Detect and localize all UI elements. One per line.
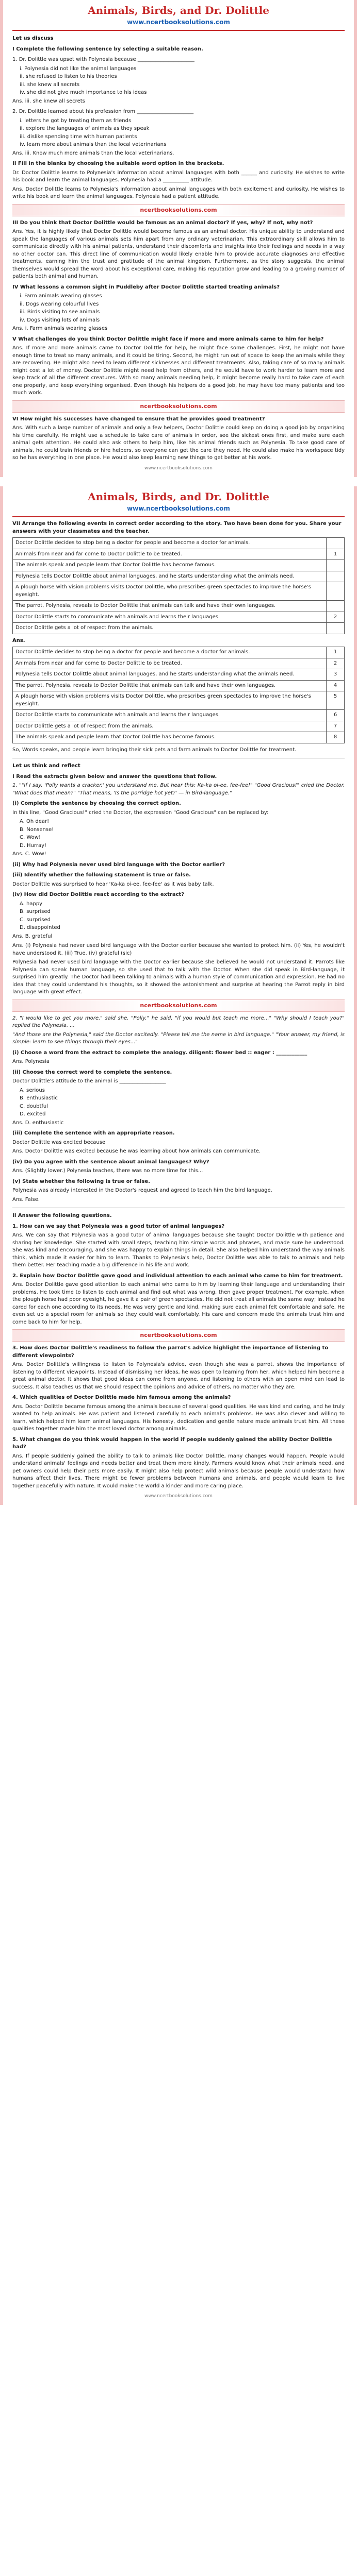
event-row — [13, 582, 345, 601]
answer: Ans. Doctor Dolittle learns to Polynesia's information about animal languages with both excitement and curiosity. He wishes to write his book and learn the animal languages. Polynesia had a patient attitude. — [12, 186, 345, 200]
option: D. disappointed — [20, 925, 60, 931]
option: ii. she refused to listen to his theories — [20, 74, 117, 80]
event-text: The animals speak and people learn that Doctor Dolittle has become famous. — [13, 732, 327, 743]
question-text: Dr. Doctor Dolittle learns to Polynesia's information about animal languages with both ______ and curiosity. He wishes to write his book and learn the animal languages. Polynesia had a __________ attitude. — [12, 170, 345, 183]
question-title: I Read the extracts given below and answer the questions that follow. — [12, 773, 217, 779]
event-number: 6 — [327, 710, 345, 721]
event-text: Doctor Dolittle decides to stop being a doctor for people and become a doctor for animals. — [13, 538, 327, 549]
question-1-title: I Complete the following sentence by selecting a suitable reason. — [12, 46, 203, 52]
document-title: Animals, Birds, and Dr. Dolittle — [88, 490, 269, 503]
option: C. Wow! — [20, 835, 41, 841]
sub-question: (iii) Identify whether the following statement is true or false. — [12, 872, 191, 878]
option: A. serious — [20, 1087, 45, 1093]
extract-text: "And those are the Polynesia," said the Doctor excitedly. "Please tell me the name in bird language." "Your answer, my friend, is simple: learn to see things through their eyes..." — [12, 1031, 345, 1045]
site-url[interactable]: www.ncertbooksolutions.com — [127, 19, 230, 26]
events-table — [12, 537, 345, 634]
sub-question: (iv) Do you agree with the sentence about animal languages? Why? — [12, 1159, 209, 1165]
answer: Ans. Doctor Dolittle's willingness to listen to Polynesia's advice, even though she was a parrot, shows the importance of listening to different viewpoints. Instead of dismissing her ideas, he was open to learning from her, which helped him become a great animal doctor. It shows that good ideas can come from anyone, and listening to others with an open mind can lead to success. It also teaches us that we should respect the opinions and advice of others, no matter who they are. — [12, 1362, 345, 1390]
event-row — [13, 680, 345, 691]
event-text: Doctor Dolittle starts to communicate with animals and learns their languages. — [13, 612, 327, 623]
event-text: Doctor Dolittle gets a lot of respect from the animals. — [13, 721, 327, 732]
event-text: Doctor Dolittle decides to stop being a doctor for people and become a doctor for animals. — [13, 647, 327, 658]
option: D. excited — [20, 1111, 46, 1117]
event-text: Polynesia tells Doctor Dolittle about animal languages, and he starts understanding what the animals need. — [13, 571, 327, 582]
answer: Ans. i. Farm animals wearing glasses — [12, 326, 108, 332]
long-question: 2. Explain how Doctor Dolittle gave good and individual attention to each animal who came to him for treatment. — [12, 1273, 343, 1279]
option: iii. she knew all secrets — [20, 81, 80, 88]
event-row — [13, 538, 345, 549]
option: D. Hurray! — [20, 842, 47, 849]
sub-question-text: In this line, "Good Gracious!" cried the Doctor, the expression "Good Gracious" can be replaced by: — [12, 809, 269, 816]
answer: Ans. (i) Polynesia had never used bird language with the Doctor earlier because she wanted to protect him. (ii) Yes, he wouldn't have understood it. (iii) True. (iv) grateful (sic) — [12, 943, 345, 956]
page-header — [12, 3, 345, 31]
event-number: 7 — [327, 721, 345, 732]
answer: Ans. We can say that Polynesia was a good tutor of animal languages because she taught Doctor Dolittle with patience and sharing her knowledge. She started with small steps, teaching him simple words and phrases, and made sure he understood. She was kind and encouraging, and she was happy to explain things in detail. She also helped him understand the way animals think, which made it easier for him to learn. Thanks to Polynesia's help, Doctor Dolittle was able to talk to animals and help them better. Her teaching made a big difference in his life and work. — [12, 1232, 345, 1268]
answer: Ans. (Slightly lower.) Polynesia teaches, there was no more time for this... — [12, 1168, 203, 1174]
event-text: The parrot, Polynesia, reveals to Doctor Dolittle that animals can talk and have their own languages. — [13, 680, 327, 691]
event-text: A plough horse with vision problems visits Doctor Dolittle, who prescribes green spectacles to improve the horse's eyesight. — [13, 582, 327, 601]
event-text: Doctor Dolittle starts to communicate with animals and learns their languages. — [13, 710, 327, 721]
event-row — [13, 601, 345, 612]
question-5-title: V What challenges do you think Doctor Dolittle might face if more and more animals came to him for help? — [12, 336, 324, 342]
sub-question: (iii) Complete the sentence with an appropriate reason. — [12, 1130, 175, 1137]
event-number — [327, 538, 345, 549]
event-number: 5 — [327, 691, 345, 710]
event-row — [13, 560, 345, 571]
section-heading: Let us think and reflect — [12, 763, 80, 769]
event-row — [13, 691, 345, 710]
section-heading: Let us discuss — [12, 36, 54, 42]
option: B. Nonsense! — [20, 826, 54, 833]
question-4-title: IV What lessons a common sight in Puddleby after Doctor Dolittle started treating animals? — [12, 284, 280, 290]
event-number: 4 — [327, 680, 345, 691]
option: i. Polynesia did not like the animal languages — [20, 65, 137, 72]
answer: Ans. False. — [12, 1196, 40, 1202]
page-header — [12, 489, 345, 517]
event-row — [13, 710, 345, 721]
question-1-2: 2. Dr. Dolittle learned about his profession from ______________________ — [12, 109, 194, 115]
long-question: 3. How does Doctor Dolittle's readiness to follow the parrot's advice highlight the importance of listening to different viewpoints? — [12, 1345, 329, 1359]
event-number — [327, 601, 345, 612]
event-row — [13, 721, 345, 732]
event-number — [327, 560, 345, 571]
option: iii. dislike spending time with human patients — [20, 133, 137, 140]
event-row — [13, 571, 345, 582]
event-number: 2 — [327, 612, 345, 623]
answer: Ans. Yes, it is highly likely that Doctor Dolittle would become famous as an animal doctor. His unique ability to understand and speak the languages of various animals sets him apart from any ordinary veterinarian. This extraordinary skill allows him to communicate directly with his animal patients, understand their discomforts and insights into their feelings and needs in a way no other doctor can. This direct line of communication would likely enable him to provide accurate diagnoses and effective treatments, earning him the trust and gratitude of the animal kingdom. Furthermore, as the story suggests, the animal themselves would spread the word about his exceptional care, making his reputation grow and leading to a growing number of patients both animal and human. — [12, 229, 345, 280]
sub-question: (ii) Why had Polynesia never used bird language with the Doctor earlier? — [12, 861, 225, 868]
sub-question: (i) Complete the sentence by choosing the correct option. — [12, 801, 181, 807]
closing-text: So, Words speaks, and people learn bringing their sick pets and farm animals to Doctor Dolittle for treatment. — [12, 747, 297, 753]
answer-events-table — [12, 647, 345, 743]
sub-question: (iv) How did Doctor Dolittle react according to the extract? — [12, 892, 185, 898]
option: C. doubtful — [20, 1103, 48, 1109]
watermark-banner: ncertbooksolutions.com — [12, 999, 345, 1012]
document-title: Animals, Birds, and Dr. Dolittle — [88, 4, 269, 16]
event-number: 2 — [327, 658, 345, 669]
event-text: The parrot, Polynesia, reveals to Doctor Dolittle that animals can talk and have their own languages. — [13, 601, 327, 612]
event-number: 3 — [327, 669, 345, 681]
option: A. happy — [20, 901, 43, 907]
event-number: 8 — [327, 732, 345, 743]
event-text: Doctor Dolittle gets a lot of respect from the animals. — [13, 623, 327, 634]
event-row — [13, 647, 345, 658]
page-footer: www.ncertbooksolutions.com — [144, 465, 213, 471]
event-text: A plough horse with vision problems visits Doctor Dolittle, who prescribes green spectacles to improve the horse's eyesight. — [13, 691, 327, 710]
page-two — [0, 486, 357, 1505]
event-row — [13, 658, 345, 669]
event-number — [327, 571, 345, 582]
option: B. enthusiastic — [20, 1095, 58, 1101]
answer: Ans. Doctor Dolittle was excited because he was learning about how animals can communicate. — [12, 1148, 261, 1155]
event-text: The animals speak and people learn that Doctor Dolittle has become famous. — [13, 560, 327, 571]
option: C. surprised — [20, 917, 51, 923]
answer: Ans. If people suddenly gained the ability to talk to animals like Doctor Dolittle, many changes would happen. People would understand animals' feelings and needs better and treat them more kindly. Farmers would know what their animals need, and pet owners could help their pets more easily. It might also help protect wild animals because people would understand how humans affect their lives. There might be fewer problems between humans and animals, and people would learn to live together peacefully with nature. It would make the world a kinder and more caring place. — [12, 1453, 345, 1489]
page-one — [0, 0, 357, 477]
option: A. Oh dear! — [20, 819, 50, 825]
event-row — [13, 549, 345, 560]
extract: 1. ""If I say, 'Polly wants a cracker,' you understand me. But hear this: Ka-ka oi-ee, fee-fee!" "Good Gracious!" cried the Doctor. "What does that mean?" "That means, 'Is the porridge hot yet?' — in Bird-language." — [12, 783, 345, 796]
long-question: 4. Which qualities of Doctor Dolittle made him famous among the animals? — [12, 1395, 231, 1401]
sub-question-text: Polynesia was already interested in the Doctor's request and agreed to teach him the bird language. — [12, 1188, 272, 1194]
long-question: 5. What changes do you think would happen in the world if people suddenly gained the ability Doctor Dolittle had? — [12, 1436, 332, 1450]
answer: Ans. iii. she knew all secrets — [12, 98, 85, 104]
event-number — [327, 582, 345, 601]
answer: Polynesia had never used bird language with the Doctor earlier because she believed he would not understand it. Parrots like Polynesia can speak human language, so she used that to talk with the Doctor. When she did speak in Bird-language, it surprised him greatly. The Doctor had been talking to animals with a human style of communication and expression. He had no idea that they could understand his thoughts, so it showed the astonishment and surprise at hearing the Parrot reply in bird language with great effect. — [12, 959, 345, 995]
sub-question-text: Doctor Dolittle was surprised to hear 'Ka-ka oi-ee, fee-fee' as it was baby talk. — [12, 881, 214, 887]
sub-question-text: Doctor Dolittle was excited because — [12, 1139, 106, 1145]
option: ii. Dogs wearing colourful lives — [20, 301, 99, 307]
event-row — [13, 669, 345, 681]
event-row — [13, 623, 345, 634]
option: iv. learn more about animals than the local veterinarians — [20, 142, 167, 148]
sub-question-text: Doctor Dolittle's attitude to the animal is __________________ — [12, 1078, 166, 1084]
event-row — [13, 612, 345, 623]
answer: Ans. D. enthusiastic — [12, 1120, 64, 1126]
sub-question: (v) State whether the following is true or false. — [12, 1178, 150, 1184]
answer: Ans. If more and more animals came to Doctor Dolittle for help, he might face some challenges. First, he might not have enough time to treat so many animals, and it could be tiring. Second, he might run out of space to keep the animals while they are recovering. He might also need to learn different sicknesses and different treatments. Also, taking care of so many animals might cost a lot of money. Doctor Dolittle might need help from others, and he would have to work harder to learn more and keep track of all the different creatures. With so many animals needing help, it might become really hard to take care of each one properly, and keep everything organised. Even though his helpers do a good job, he may have too many patients and too much work. — [12, 345, 345, 396]
event-text: Animals from near and far come to Doctor Dolittle to be treated. — [13, 658, 327, 669]
question-title: II Answer the following questions. — [12, 1213, 112, 1219]
event-number: 1 — [327, 647, 345, 658]
watermark-banner: ncertbooksolutions.com — [12, 1329, 345, 1342]
option: iv. she did not give much importance to his ideas — [20, 90, 147, 96]
event-text: Polynesia tells Doctor Dolittle about animal languages, and he starts understanding what the animals need. — [13, 669, 327, 681]
watermark-banner: ncertbooksolutions.com — [12, 204, 345, 216]
answer: Ans. Polynesia — [12, 1059, 50, 1065]
question-2-title: II Fill in the blanks by choosing the suitable word option in the brackets. — [12, 161, 224, 167]
sub-question: (i) Choose a word from the extract to complete the analogy. diligent: flower bed :: eager : ____________ — [12, 1049, 307, 1056]
option: i. Farm animals wearing glasses — [20, 293, 102, 299]
page-footer: www.ncertbooksolutions.com — [144, 1494, 213, 1499]
option: iii. Birds visiting to see animals — [20, 309, 100, 315]
answer: Ans. Doctor Dolittle gave good attention to each animal who came to him by learning their language and understanding their problems. He took time to listen to each animal and find out what was wrong, then gave proper treatment. For example, when the plough horse had poor eyesight, he gave it a pair of green spectacles. He did not treat all animals the same way; instead he cared for each one according to its needs. He was very gentle and kind, making sure each animal felt comfortable and safe. He even set up a special room for animals so they could wait comfortably. His care and concern made the animals trust him and come back to him for help. — [12, 1282, 345, 1325]
event-text: Animals from near and far come to Doctor Dolittle to be treated. — [13, 549, 327, 560]
long-question: 1. How can we say that Polynesia was a good tutor of animal languages? — [12, 1223, 225, 1229]
answer: Ans. Doctor Dolittle became famous among the animals because of several good qualities. He was kind and caring, and he truly wanted to help animals. He was patient and listened carefully to each animal's problems. He was also clever and willing to learn, which helped him learn animal languages. His honesty, dedication and gentle nature made animals trust him. All these qualities together made him the most loved doctor among animals. — [12, 1403, 345, 1432]
option: iv. Dogs visiting lots of animals — [20, 317, 100, 323]
extract: 2. "I would like to get you more," said she. "Polly," he said, "if you would but teach me more..." "Why should I teach you?" replied the Polynesia. ... — [12, 1015, 345, 1029]
option: ii. explore the languages of animals as they speak — [20, 126, 150, 132]
answer: Ans. C. Wow! — [12, 851, 46, 857]
answer: Ans. With such a large number of animals and only a few helpers, Doctor Dolittle could keep on doing a good job by organising his time carefully. He might use a schedule to take care of animals in order, see the sickest ones first, and make sure each animal gets attention. He could also ask others to help him, like his animal friends such as Polynesia. To take good care of animals, he could train friends or hire helpers, so everyone can get the care they need. He could also make his workspace tidy so he has everything in one place. He would also keep learning new things to get better at his work. — [12, 425, 345, 461]
sub-question: (ii) Choose the correct word to complete the sentence. — [12, 1069, 172, 1075]
event-number: 1 — [327, 549, 345, 560]
option: i. letters he got by treating them as friends — [20, 117, 132, 124]
answer: Ans. iii. Know much more animals than the local veterinarians. — [12, 150, 174, 156]
event-row — [13, 732, 345, 743]
watermark-banner: ncertbooksolutions.com — [12, 400, 345, 413]
question-7-title: VII Arrange the following events in correct order according to the story. Two have been done for you. Share your answers with your classmates and the teacher. — [12, 521, 342, 534]
option: B. surprised — [20, 909, 51, 915]
question-6-title: VI How might his successes have changed to ensure that he provides good treatment? — [12, 416, 265, 422]
answer: Ans. B. grateful — [12, 933, 53, 939]
answer-label: Ans. — [12, 637, 25, 643]
event-number — [327, 623, 345, 634]
question-3-title: III Do you think that Doctor Dolittle would be famous as an animal doctor? If yes, why? If not, why not? — [12, 219, 313, 226]
site-url[interactable]: www.ncertbooksolutions.com — [127, 504, 230, 512]
question-1-1: 1. Dr. Dolittle was upset with Polynesia because ______________________ — [12, 57, 194, 63]
